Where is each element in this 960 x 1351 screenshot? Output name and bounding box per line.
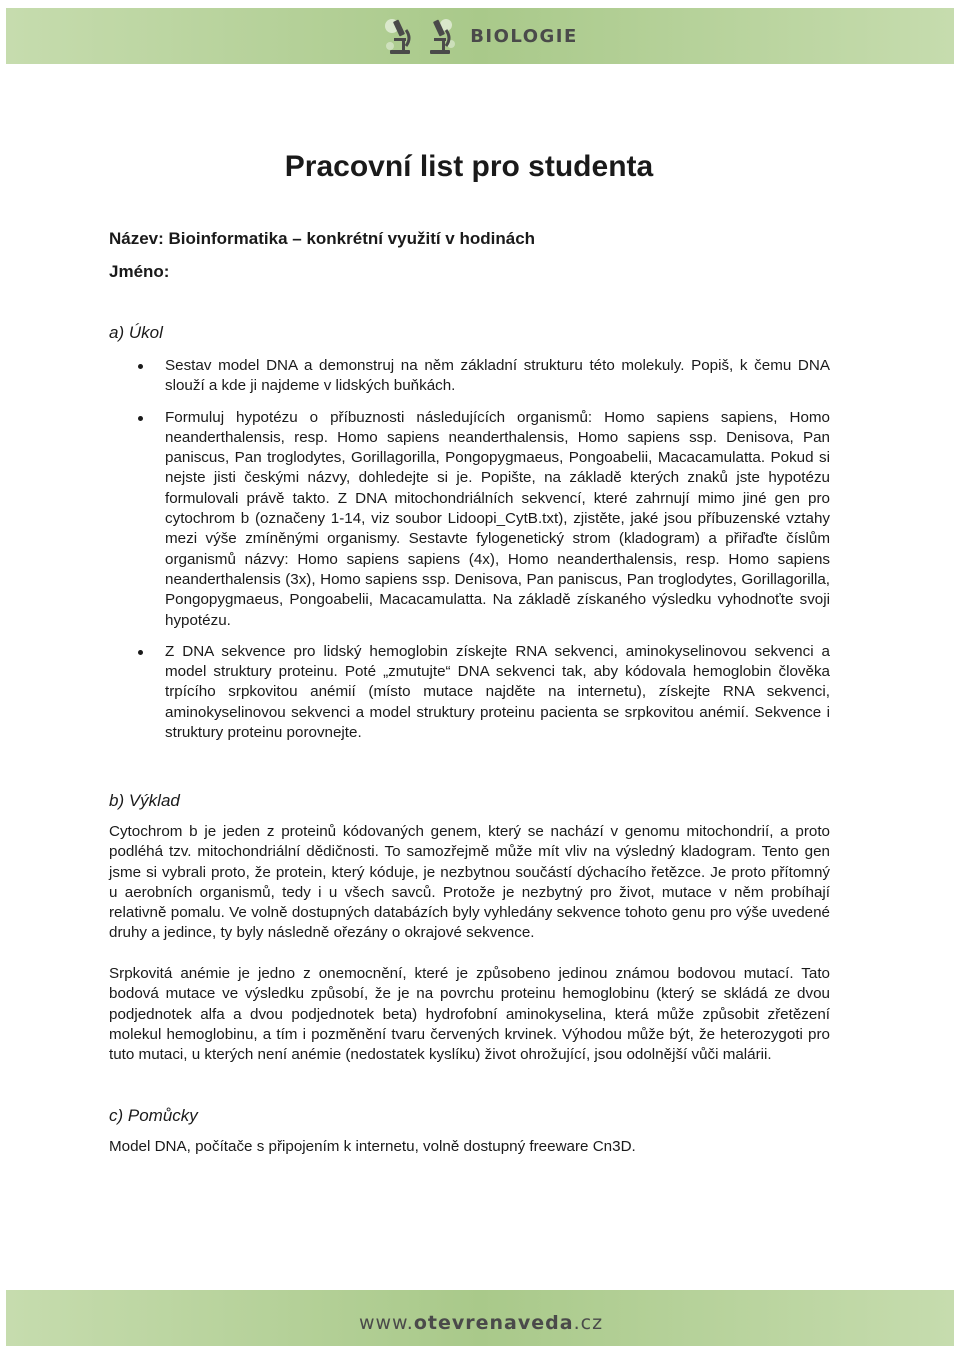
microscope-icon — [382, 16, 416, 56]
list-item — [109, 408, 830, 631]
footer-url[interactable] — [359, 1312, 603, 1334]
footer-band — [6, 1290, 954, 1346]
task-text: Formuluj hypotézu o příbuznosti následujících organismů: Homo sapiens sapiens, Homo neanderthalensis, resp. Homo sapiens neanderthalensis, Homo sapiens ssp. Denisova, Pan paniscus, Pan troglodytes, Gorillagorilla, Pongopygmaeus, Pongoabelii, Macacamulatta. Pokud si nejste jisti českými názvy, dohledejte si je. Popište, na základě kterých znaků jste hypotézu formulovali právě takto. Z DNA mitochondriálních sekvencí, které zahrnují mimo jiné gen pro cytochrom b (označeny 1-14, viz soubor Lidoopi_CytB.txt), zjistěte, jaké jsou příbuzenské vztahy mezi výše zmíněnými organismy. Sestavte fylogenetický strom (kladogram) a přiřaďte číslům organismů názvy: Homo sapiens sapiens (4x), Homo neanderthalensis, resp. Homo sapiens neanderthalensis (3x), Homo sapiens ssp. Denisova, Pan paniscus, Pan troglodytes, Gorillagorilla, Pongopygmaeus, Pongoabelii, Macacamulatta. Na základě získaného výsledku vyhodnoťte svoji hypotézu. — [165, 408, 830, 629]
student-name-line: Jméno: — [109, 262, 170, 281]
task-text: Z DNA sekvence pro lidský hemoglobin získejte RNA sekvenci, aminokyselinovou sekvenci a model struktury proteinu. Poté „zmutujte“ DNA sekvenci tak, aby kódovala hemoglobin člověka trpícího srpkovitou anémií (místo mutace najděte na internetu), získejte RNA sekvenci, aminokyselinovou sekvenci a model struktury proteinu pacienta se srpkovitou anémií. Sekvence i struktury proteinu porovnejte. — [165, 642, 830, 742]
page-title: Pracovní list pro studenta — [284, 150, 654, 183]
explanation-paragraph: Cytochrom b je jeden z proteinů kódovaných genem, který se nachází v genomu mitochondrií, a proto podléhá tzv. mitochondriální dědičnosti. To samozřejmě může mít vliv na výsledný kladogram. Tento gen jsme si vybrali proto, že protein, který kóduje, je nezbytnou součástí dýchacího řetězce. Je proto přítomný u aerobních organismů, tedy i u všech savců. Protože je nezbytný pro život, mutace v něm probíhají relativně pomalu. Ve volně dostupných databázích byly vyhledány sekvence tohoto genu pro výše uvedené druhy a jedince, ty byly následně ořezány o okrajové sekvence. — [109, 823, 830, 942]
header-brand — [382, 16, 578, 56]
task-list — [109, 356, 830, 754]
worksheet-name-line: Název: Bioinformatika – konkrétní využití v hodinách — [109, 229, 536, 248]
footer-url-prefix: www. — [358, 1312, 414, 1334]
materials-text: Model DNA, počítače s připojením k internetu, volně dostupný freeware Cn3D. — [109, 1138, 636, 1155]
section-heading-materials: c) Pomůcky — [109, 1106, 198, 1125]
explanation-paragraph: Srpkovitá anémie je jedno z onemocnění, které je způsobeno jedinou známou bodovou mutací. Tato bodová mutace ve výsledku způsobí, že je na povrchu proteinu hemoglobinu (který se skládá ze dvou podjednotek alfa a dvou podjednotek beta) hydrofobní aminokyselina, která může způsobit zřetězení molekul hemoglobinu, a tím i pozměnění tvaru červených krvinek. Výhodou může být, že heterozygoti pro tuto mutaci, u kterých není anémie (nedostatek kyslíku) život ohrožující, jsou odolnější vůči malárii. — [109, 965, 830, 1064]
footer-url-suffix: .cz — [573, 1312, 604, 1334]
bullet-icon — [138, 364, 143, 369]
section-heading-explanation: b) Výklad — [109, 791, 180, 810]
list-item — [109, 356, 830, 397]
header-title: BIOLOGIE — [470, 25, 578, 47]
header-band — [6, 8, 954, 64]
footer-url-main: otevrenaveda — [413, 1312, 574, 1334]
list-item — [109, 642, 830, 743]
bullet-icon — [138, 416, 143, 421]
bullet-icon — [138, 650, 143, 655]
section-heading-task: a) Úkol — [109, 323, 163, 342]
task-text: Sestav model DNA a demonstruj na něm základní strukturu této molekuly. Popiš, k čemu DNA slouží a kde ji najdeme v lidských buňkách. — [165, 357, 830, 395]
microscope-icon — [424, 16, 458, 56]
